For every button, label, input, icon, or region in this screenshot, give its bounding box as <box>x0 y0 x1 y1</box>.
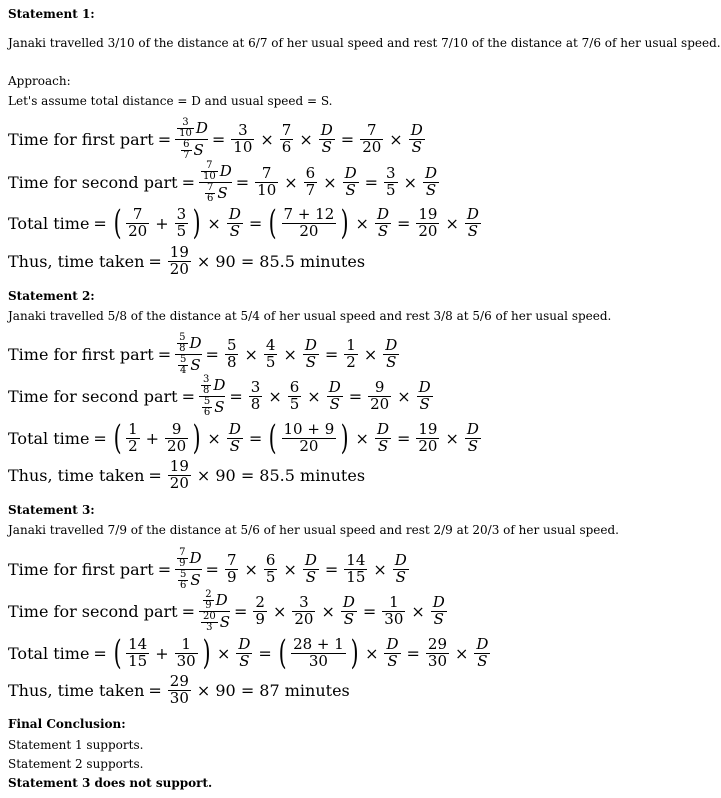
s1-second-part-equation: Time for second part = $\frac{7}{10}$ D $\frac{7}{6}$ S = $\frac{7}{10}$ × $\frac{6}{7}$ × $\frac{D}{S}$ = $\frac{3}{5}$ × $\frac{D}{S}$ <box>8 159 438 204</box>
final-conclusion-heading: Final Conclusion: <box>8 717 126 731</box>
statement-2-text: Janaki travelled 5/8 of the distance at 5/4 of her usual speed and rest 3/8 at 5/6 of her usual speed. <box>8 309 612 323</box>
s1-total-time-equation: Total time = ( $\frac{7}{20}$ + $\frac{3}{5}$ ) × $\frac{D}{S}$ = ( $\frac{7 + 12}{20}$ ) × $\frac{D}{S}$ = $\frac{19}{20}$ × $\frac{D}{S}$ <box>8 203 479 243</box>
s2-total-time-equation: Total time = ( $\frac{1}{2}$ + $\frac{9}{20}$ ) × $\frac{D}{S}$ = ( $\frac{10 + 9}{20}$ ) × $\frac{D}{S}$ = $\frac{19}{20}$ × $\frac{D}{S}$ <box>8 418 479 458</box>
statement-3-heading: Statement 3: <box>8 503 95 517</box>
conclusion-statement-2: Statement 2 supports. <box>8 757 144 771</box>
s2-first-part-equation: Time for first part = $\frac{5}{8}$ D $\frac{5}{4}$ S = $\frac{5}{8}$ × $\frac{4}{5}$ × $\frac{D}{S}$ = $\frac{1}{2}$ × $\frac{D}{S}$ <box>8 331 398 376</box>
s3-second-part-equation: Time for second part = $\frac{2}{9}$ D $\frac{20}{3}$ S = $\frac{2}{9}$ × $\frac{3}{20}$ × $\frac{D}{S}$ = $\frac{1}{30}$ × $\frac{D}{S}$ <box>8 588 445 633</box>
statement-1-text: Janaki travelled 3/10 of the distance at 6/7 of her usual speed and rest 7/10 of the distance at 7/6 of her usual speed. <box>8 36 721 50</box>
s2-time-taken-equation: Thus, time taken = $\frac{19}{20}$ × 90 = 85.5 minutes <box>8 456 366 492</box>
assumption-text: Let's assume total distance = D and usual speed = S. <box>8 94 333 108</box>
statement-1-heading: Statement 1: <box>8 7 95 21</box>
conclusion-statement-3: Statement 3 does not support. <box>8 776 213 790</box>
statement-3-text: Janaki travelled 7/9 of the distance at 5/6 of her usual speed and rest 2/9 at 20/3 of her usual speed. <box>8 523 619 537</box>
statement-2-heading: Statement 2: <box>8 289 95 303</box>
s3-time-taken-equation: Thus, time taken = $\frac{29}{30}$ × 90 = 87 minutes <box>8 671 350 707</box>
s1-time-taken-equation: Thus, time taken = $\frac{19}{20}$ × 90 = 85.5 minutes <box>8 242 366 278</box>
approach-label: Approach: <box>8 74 71 88</box>
s2-second-part-equation: Time for second part = $\frac{3}{8}$ D $\frac{5}{6}$ S = $\frac{3}{8}$ × $\frac{6}{5}$ × $\frac{D}{S}$ = $\frac{9}{20}$ × $\frac{D}{S}$ <box>8 373 431 418</box>
s3-first-part-equation: Time for first part = $\frac{7}{9}$ D $\frac{5}{6}$ S = $\frac{7}{9}$ × $\frac{6}{5}$ × $\frac{D}{S}$ = $\frac{14}{15}$ × $\frac{D}{S}$ <box>8 546 407 591</box>
conclusion-statement-1: Statement 1 supports. <box>8 738 144 752</box>
s3-total-time-equation: Total time = ( $\frac{14}{15}$ + $\frac{1}{30}$ ) × $\frac{D}{S}$ = ( $\frac{28 + 1}{30}$ ) × $\frac{D}{S}$ = $\frac{29}{30}$ × $\frac{D}{S}$ <box>8 633 489 673</box>
s1-first-part-equation: Time for first part = $\frac{3}{10}$ D $\frac{6}{7}$ S = $\frac{3}{10}$ × $\frac{7}{6}$ × $\frac{D}{S}$ = $\frac{7}{20}$ × $\frac{D}{S}$ <box>8 116 423 161</box>
